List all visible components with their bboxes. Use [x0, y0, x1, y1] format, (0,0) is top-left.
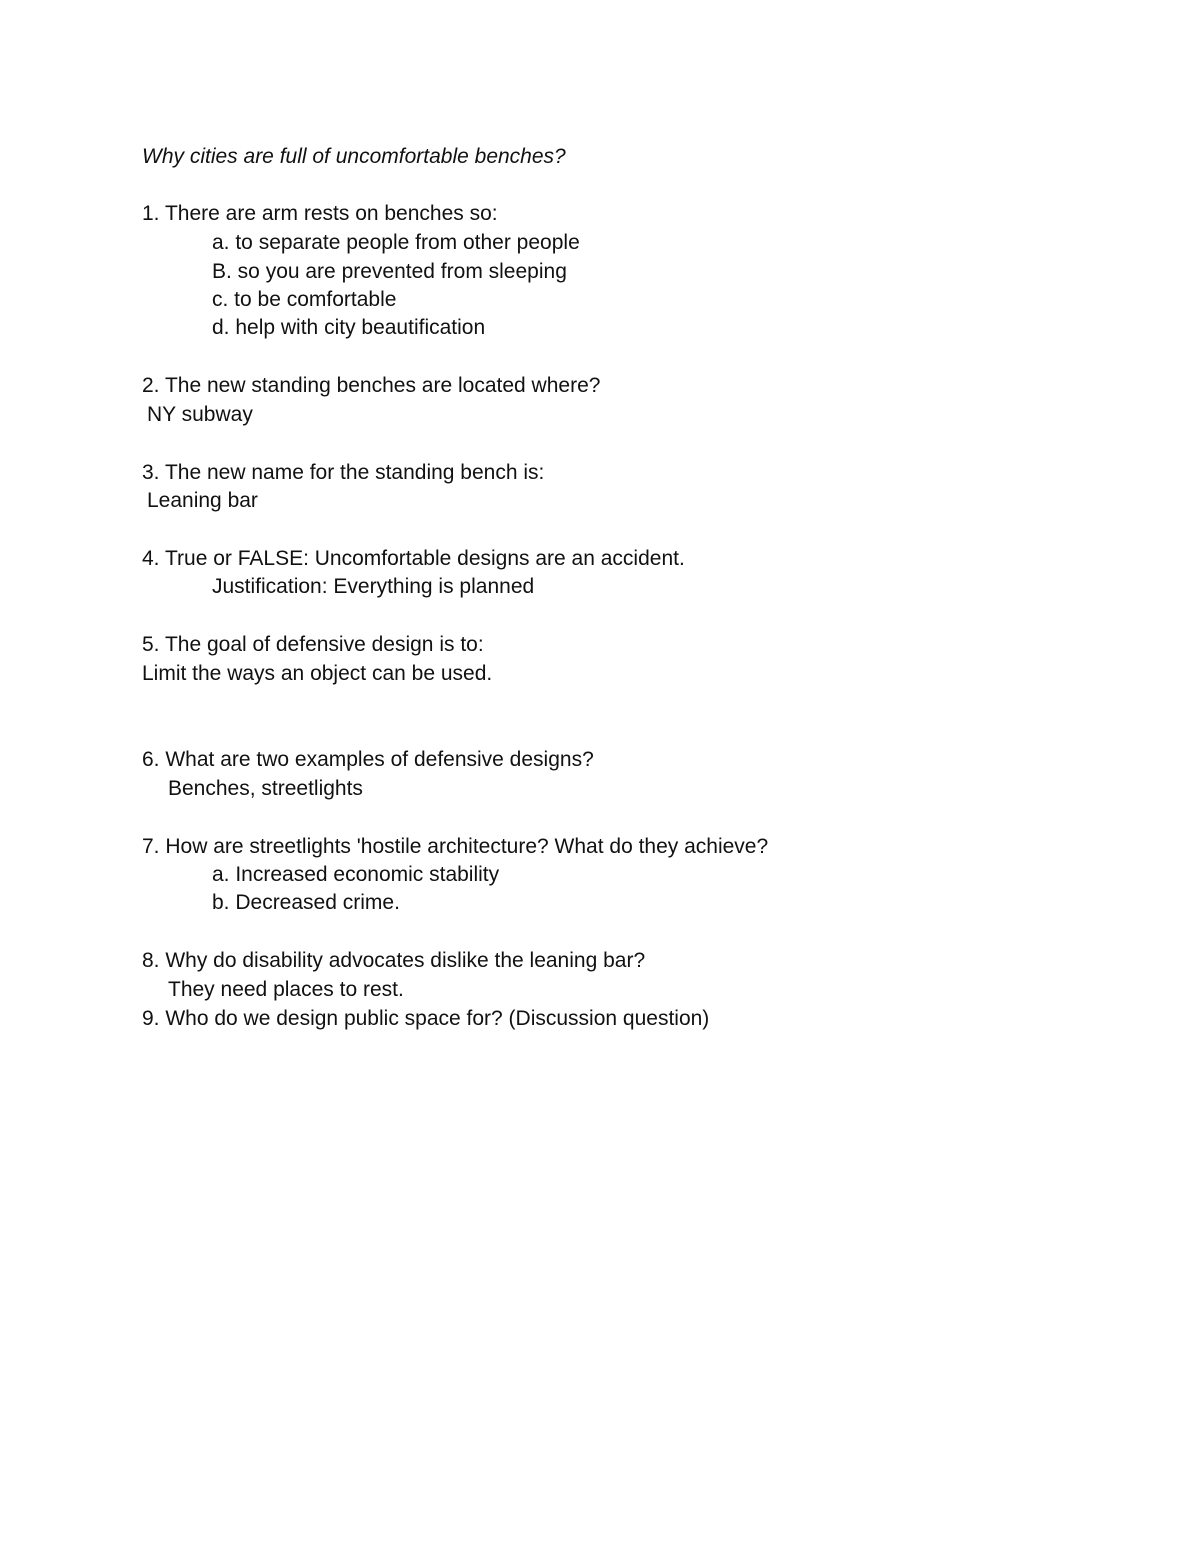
question-4: 4. True or FALSE: Uncomfortable designs are an accident. — [142, 547, 685, 570]
question-2: 2. The new standing benches are located where? — [142, 374, 601, 397]
q1-option-c: c. to be comfortable — [212, 288, 397, 311]
question-3: 3. The new name for the standing bench is: — [142, 461, 545, 484]
question-8: 8. Why do disability advocates dislike the leaning bar? — [142, 949, 646, 972]
document-title: Why cities are full of uncomfortable benches? — [142, 145, 566, 168]
q6-answer: Benches, streetlights — [168, 777, 363, 800]
question-7: 7. How are streetlights 'hostile architecture? What do they achieve? — [142, 835, 769, 858]
q1-option-b: B. so you are prevented from sleeping — [212, 260, 567, 283]
q3-answer: Leaning bar — [147, 489, 258, 512]
question-5: 5. The goal of defensive design is to: — [142, 633, 484, 656]
question-9: 9. Who do we design public space for? (Discussion question) — [142, 1007, 710, 1030]
question-1: 1. There are arm rests on benches so: — [142, 202, 498, 225]
q5-answer: Limit the ways an object can be used. — [142, 662, 493, 685]
q1-option-d: d. help with city beautification — [212, 316, 486, 339]
q2-answer: NY subway — [147, 403, 253, 426]
q7-option-b: b. Decreased crime. — [212, 891, 400, 914]
q7-option-a: a. Increased economic stability — [212, 863, 500, 886]
q8-answer: They need places to rest. — [168, 978, 404, 1001]
q1-option-a: a. to separate people from other people — [212, 231, 580, 254]
question-6: 6. What are two examples of defensive designs? — [142, 748, 594, 771]
q4-justification: Justification: Everything is planned — [212, 575, 535, 598]
